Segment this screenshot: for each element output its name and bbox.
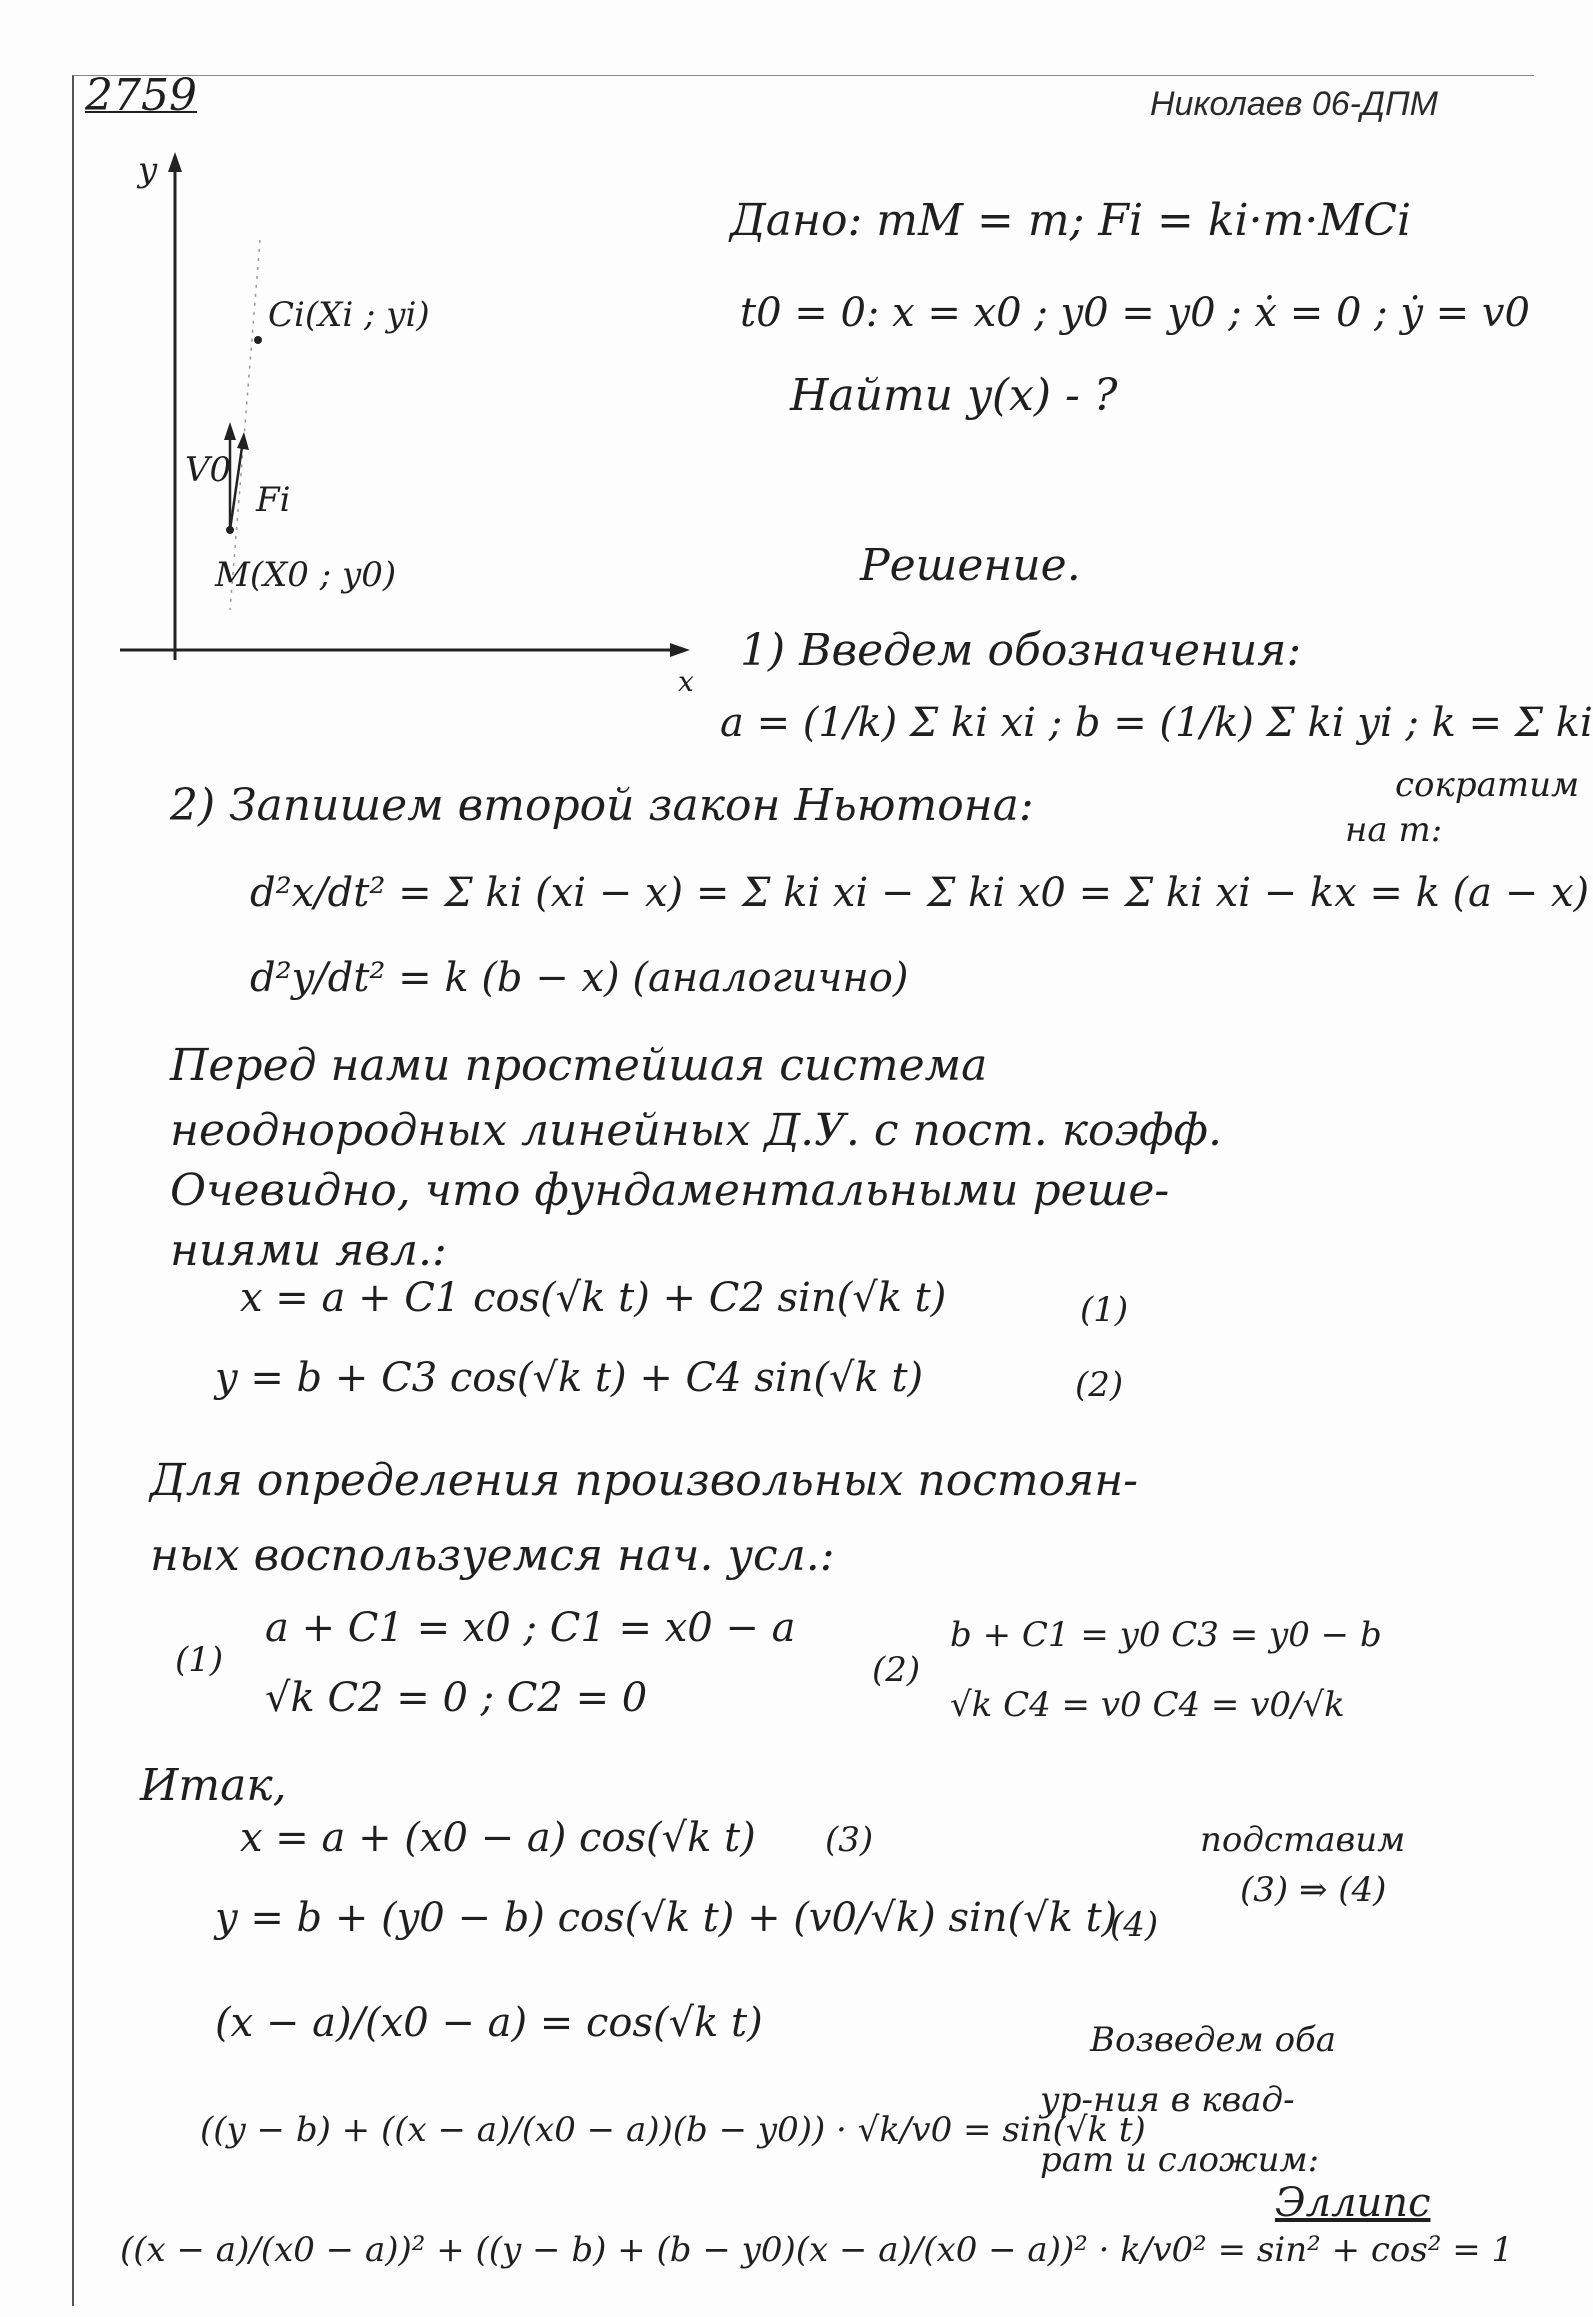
- author-label: Николаев 06-ДПМ: [1150, 85, 1438, 123]
- solution-title: Решение.: [860, 540, 1081, 591]
- vector-f-line: [230, 440, 243, 530]
- result-x: x = a + (x0 − a) cos(√k t): [240, 1815, 756, 1861]
- ic-2-tag: (2): [872, 1650, 921, 1690]
- result-y-tag: (4): [1110, 1905, 1159, 1945]
- text-line-1: Перед нами простейшая система: [170, 1040, 988, 1091]
- solution-x: x = a + C1 cos(√k t) + C2 sin(√k t): [240, 1275, 947, 1321]
- diagram-vector-v0-label: V0: [185, 450, 232, 490]
- equation-x: d²x/dt² = Σ ki (xi − x) = Σ ki xi − Σ ki x0 = Σ ki xi − kx = k (a − x): [250, 870, 1590, 916]
- square-note-2: ур-ния в квад-: [1040, 2080, 1295, 2120]
- ic-1-tag: (1): [175, 1640, 224, 1680]
- vector-f-arrow: [237, 432, 249, 450]
- diagram-point-m-label: M(X0 ; y0): [215, 555, 397, 595]
- text-line-6: ных воспользуемся нач. усл.:: [150, 1530, 835, 1581]
- step-2-note-1: сократим: [1395, 765, 1580, 805]
- step-1-formula: a = (1/k) Σ ki xi ; b = (1/k) Σ ki yi ; k = Σ ki: [720, 700, 1593, 746]
- ic-1-line-a: a + C1 = x0 ; C1 = x0 − a: [265, 1605, 796, 1651]
- y-axis-arrow: [168, 152, 182, 172]
- square-note-1: Возведем оба: [1090, 2020, 1337, 2060]
- ic-1-line-b: √k C2 = 0 ; C2 = 0: [265, 1675, 648, 1721]
- diagram-vector-f-label: Fi: [256, 480, 291, 520]
- diagram-x-label: x: [678, 665, 694, 698]
- x-axis-arrow: [670, 643, 690, 657]
- final-ellipse-label: Эллипс: [1275, 2180, 1431, 2226]
- substitute-note-2: (3) ⇒ (4): [1240, 1870, 1387, 1910]
- text-line-2: неоднородных линейных Д.У. с пост. коэфф.: [170, 1105, 1222, 1156]
- coordinate-diagram: [100, 130, 700, 690]
- square-note-3: рат и сложим:: [1040, 2140, 1320, 2180]
- diagram-point-c-label: Ci(Xi ; yi): [268, 295, 430, 335]
- text-line-4: ниями явл.:: [170, 1225, 447, 1276]
- itak-label: Итак,: [140, 1760, 287, 1811]
- problem-number: 2759: [85, 70, 197, 121]
- given-line-3: Найти y(x) - ?: [790, 370, 1118, 421]
- substitute-note-1: подставим: [1200, 1820, 1406, 1860]
- text-line-5: Для определения произвольных постоян-: [150, 1455, 1139, 1506]
- final-equation: ((x − a)/(x0 − a))² + ((y − b) + (b − y0)(x − a)/(x0 − a))² · k/v0² = sin² + cos² = 1: [120, 2230, 1514, 2270]
- point-c-dot: [254, 336, 262, 344]
- ic-2-line-b: √k C4 = v0 C4 = v0/√k: [950, 1685, 1345, 1725]
- ic-2-line-a: b + C1 = y0 C3 = y0 − b: [950, 1615, 1382, 1655]
- solution-y: y = b + C3 cos(√k t) + C4 sin(√k t): [215, 1355, 924, 1401]
- step-2-heading: 2) Запишем второй закон Ньютона:: [170, 780, 1034, 831]
- system-eq-1: (x − a)/(x0 − a) = cos(√k t): [215, 2000, 763, 2046]
- result-y: y = b + (y0 − b) cos(√k t) + (v0/√k) sin(√k t): [215, 1895, 1118, 1941]
- system-eq-2: ((y − b) + ((x − a)/(x0 − a))(b − y0)) · √k/v0 = sin(√k t): [200, 2110, 1146, 2150]
- text-line-3: Очевидно, что фундаментальными реше-: [170, 1165, 1170, 1216]
- given-line-2: t0 = 0: x = x0 ; y0 = y0 ; ẋ = 0 ; ẏ = v0: [740, 290, 1530, 336]
- solution-x-tag: (1): [1080, 1290, 1129, 1330]
- given-line-1: Дано: mM = m; Fi = ki·m·MCi: [730, 195, 1412, 246]
- vector-v0-arrow: [224, 422, 236, 440]
- diagram-y-label: y: [138, 150, 158, 190]
- equation-y: d²y/dt² = k (b − x) (аналогично): [250, 955, 909, 1001]
- step-1-heading: 1) Введем обозначения:: [740, 625, 1302, 676]
- solution-y-tag: (2): [1075, 1365, 1124, 1405]
- step-2-note-2: на m:: [1345, 810, 1443, 850]
- result-x-tag: (3): [825, 1820, 874, 1860]
